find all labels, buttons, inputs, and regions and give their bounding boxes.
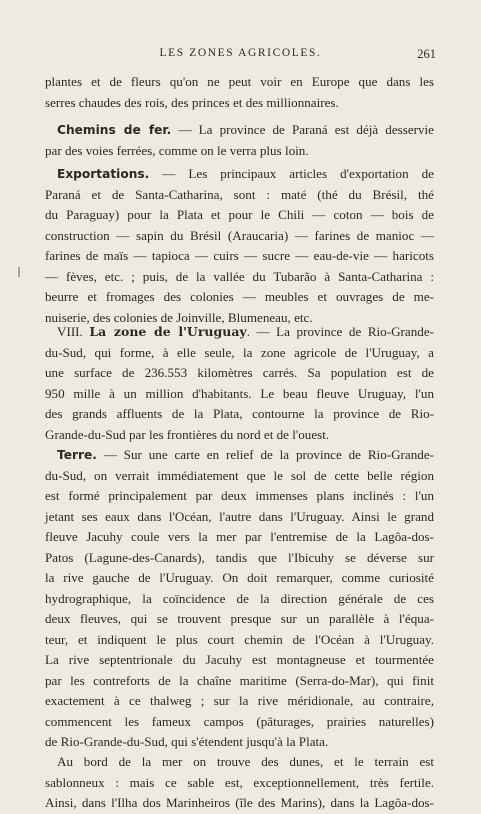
text-line: — La province de Paraná est déjà desservie [171, 122, 434, 137]
text-line: — Sur une carte en relief de la province de Rio-Grande- [96, 447, 434, 462]
page-number: 261 [417, 47, 436, 61]
text-line: nuiserie, des colonies de Joinville, Blumeneau, etc. [45, 309, 313, 325]
page-header [45, 47, 436, 65]
text-line: — fèves, etc. ; puis, de la vallée du Tubarão à Santa-Catharina : [45, 268, 434, 284]
margin-mark [18, 267, 20, 277]
text-line: Paraná et de Santa-Catharina, sont : maté (thé du Brésil, thé [45, 186, 434, 202]
running-title: LES ZONES AGRICOLES. [159, 47, 322, 59]
text-line: de Rio-Grande-du-Sud, qui s'étendent jusqu'à la Plata. [45, 734, 329, 749]
section-heading: Terre. [57, 448, 97, 462]
text-line: — Les principaux articles d'exportation de [149, 166, 434, 181]
text-line: est formé principalement par deux immenses plans inclinés : l'un [45, 488, 434, 503]
section-heading: Exportations. [57, 167, 150, 181]
text-line: par les contreforts de la chaîne maritime (Serra-do-Mar), qui finit [45, 672, 434, 688]
text-line: Grande-du-Sud par les frontières du nord et de l'ouest. [45, 426, 330, 442]
text-line: farines de maïs — tapioca — cuirs — sucre — eau-de-vie — haricots [45, 248, 434, 263]
text-line: Ainsi, dans l'Ilha dos Marinheiros (île des Marins), dans la Lagôa-dos- [45, 795, 434, 810]
paragraph-terre [45, 445, 434, 753]
text-line: la rive gauche de l'Uruguay. On doit remarquer, comme curiosité [45, 570, 434, 585]
text-line: exactement à ce thalweg ; sur la rive méridionale, au contraire, [45, 693, 434, 708]
paragraph-chemins-de-fer [45, 120, 434, 161]
paragraph-zone-uruguay [45, 322, 434, 445]
text-line: hydrographique, la coïncidence de la direction générale de ces [45, 590, 434, 606]
text-line: commencent les fameux campos (pâturages, prairies naturelles) [45, 713, 434, 729]
section-heading: Chemins de fer. [57, 123, 172, 137]
text-line: des grands affluents de la Plata, contourne la province de Rio- [45, 406, 434, 421]
text-line: Au bord de la mer on trouve des dunes, et le terrain est [57, 754, 434, 769]
text-line: deux fleuves, qui se trouvent presque sur un parallèle à l'équa- [45, 611, 434, 626]
section-heading: La zone de l'Uruguay [89, 324, 247, 339]
text-line: 950 mille à un million d'habitants. Le beau fleuve Uruguay, l'un [45, 385, 434, 401]
text-line: Patos (Lagune-des-Canards), tandis que l'Ibicuhy se déverse sur [45, 549, 434, 565]
text-line: du Paraguay) pour la Plata et pour le Chili — coton — bois de [45, 207, 434, 222]
paragraph-au-bord-de-la-mer [45, 752, 434, 814]
text-line: une surface de 236.553 kilomètres carrés. Sa population est de [45, 365, 434, 380]
text-line: du-Sud, qui forme, à elle seule, la zone agricole de l'Uruguay, a [45, 344, 434, 360]
text-line: par des voies ferrées, comme on le verra plus loin. [45, 142, 309, 158]
text-line: du-Sud, on verrait immédiatement que le sol de cette belle région [45, 467, 434, 483]
text-line: jetant ses eaux dans l'Océan, l'autre dans l'Uruguay. Ainsi le grand [45, 508, 434, 524]
text-line: La rive septentrionale du Jacuhy est montagneuse et tourmentée [45, 652, 434, 667]
paragraph-exportations [45, 164, 434, 328]
text-line: sablonneux : mais ce sable est, exceptionnellement, très fertile. [45, 774, 434, 790]
text-line: construction — sapin du Brésil (Araucaria) — farines de manioc — [45, 227, 434, 243]
text-line: serres chaudes des rois, des princes et des millionnaires. [45, 94, 339, 110]
text-line: plantes et de fleurs qu'on ne peut voir en Europe que dans les [45, 74, 434, 89]
text-line: fleuve Jacuhy coule vers la mer par l'entremise de la Lagôa-dos- [45, 529, 434, 544]
text-line: . — La province de Rio-Grande- [246, 324, 434, 339]
paragraph-continuation [45, 72, 434, 113]
text-line: beurre et fromages des colonies — meubles et ouvrages de me- [45, 289, 434, 304]
text-line: teur, et indiquent le plus court chemin de l'Océan à l'Uruguay. [45, 631, 434, 647]
section-number: VIII. [57, 324, 90, 339]
